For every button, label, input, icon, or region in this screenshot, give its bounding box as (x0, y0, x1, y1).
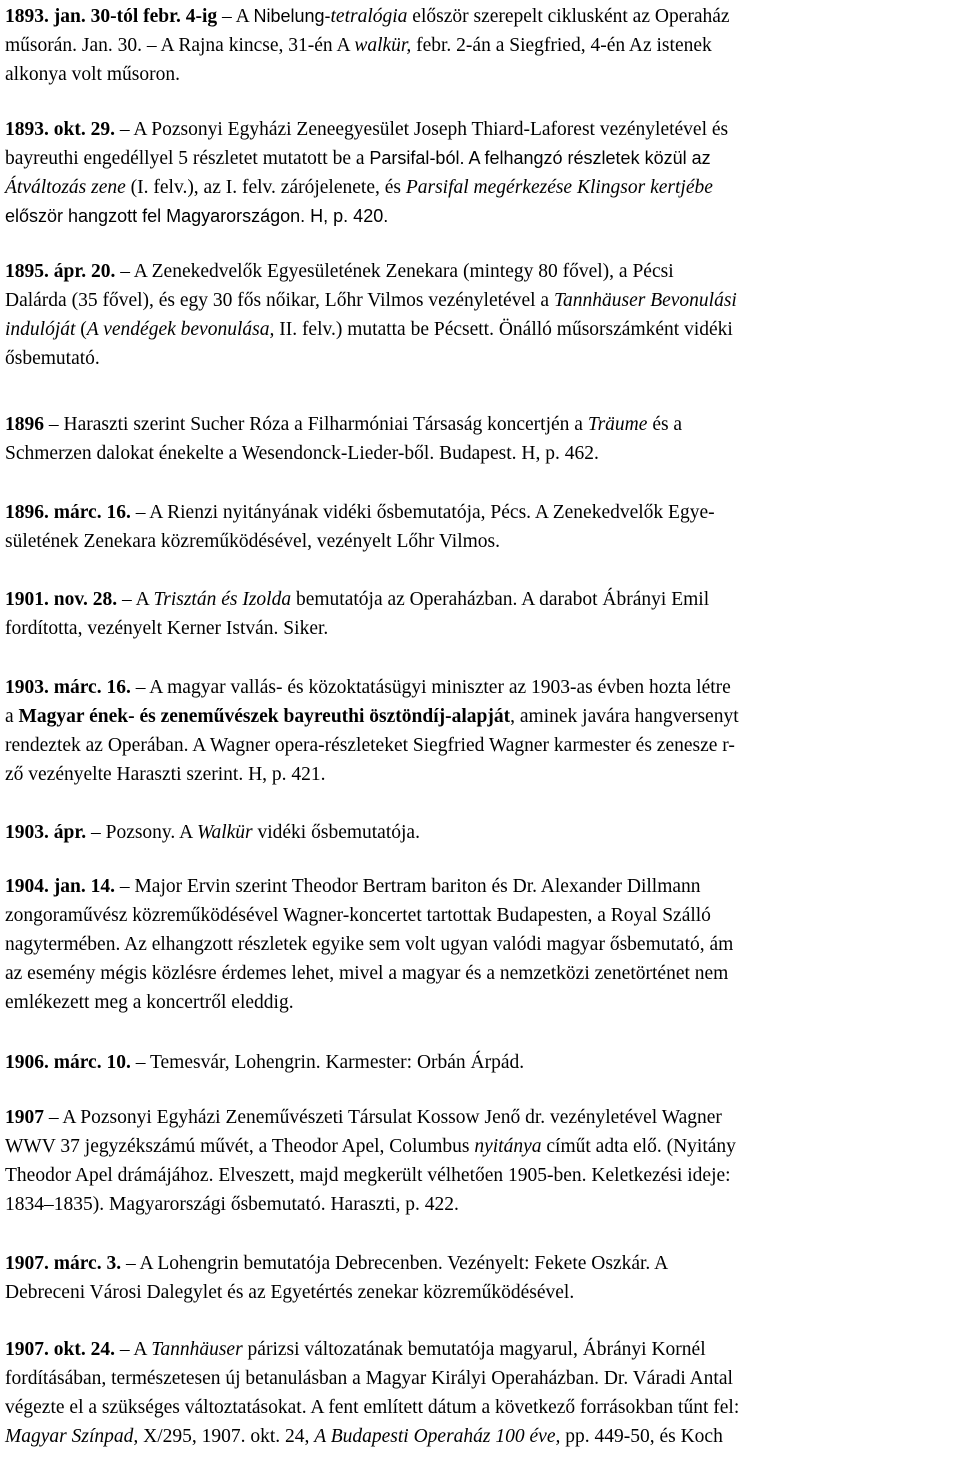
text-run: sületének Zenekara közreműködésével, vezényelt Lőhr Vilmos. (5, 531, 500, 552)
entry-line (5, 988, 953, 1017)
text-run: – A Pozsonyi Egyházi Zeneművészeti Társulat Kossow Jenő dr. vezényletével Wagner (44, 1107, 722, 1128)
text-run: – A Pozsonyi Egyházi Zeneegyesület Joseph Thiard-Laforest vezényletével és (114, 119, 729, 140)
text-run: rendeztek az Operában. A Wagner opera-részleteket Siegfried Wagner karmester és zenesze r- (5, 735, 735, 756)
italic-title: indulóját (5, 319, 76, 340)
entry-date: 1893. okt. 29. (5, 119, 115, 140)
chronology-entry (5, 872, 953, 1017)
text-run: – A Lohengrin bemutatója Debrecenben. Vezényelt: Fekete Oszkár. A (121, 1253, 669, 1274)
italic-title: Walkür (196, 822, 253, 843)
text-run: Parsifal (369, 148, 430, 168)
entry-line (5, 901, 953, 930)
italic-title: A Budapesti Operaház 100 éve, (314, 1426, 561, 1447)
entry-date: 1906. márc. 10. (5, 1052, 131, 1073)
text-run: bemutatója az Operaházban. A darabot Ábrányi Emil (291, 589, 710, 610)
text-run: először szerepelt ciklusként az Operaház (407, 6, 730, 27)
text-run: ző vezényelte Haraszti szerint. H, p. 421. (5, 764, 326, 785)
text-run: pp. 449-50, és Koch (560, 1426, 723, 1447)
entry-date: 1893. jan. 30-tól febr. 4-ig (5, 6, 218, 27)
entry-line (5, 527, 953, 556)
entry-line (5, 1103, 953, 1132)
text-run: – A (117, 589, 154, 610)
chronology-entry (5, 498, 953, 556)
entry-line (5, 760, 953, 789)
entry-line (5, 439, 953, 468)
entry-line (5, 1393, 953, 1422)
text-run: nagytermében. Az elhangzott részletek egyike sem volt ugyan valódi magyar ősbemutató, ám (5, 934, 734, 955)
italic-title: Parsifal megérkezése Klingsor kertjébe (405, 177, 713, 198)
text-run: Dalárda (35 fővel), és egy 30 fős nőikar, Lőhr Vilmos vezényletével a (5, 290, 554, 311)
chronology-entry (5, 257, 953, 373)
entry-line (5, 585, 953, 614)
entry-date: 1903. márc. 16. (5, 677, 131, 698)
text-run: és a (647, 414, 683, 435)
entry-line (5, 202, 953, 231)
text-run: a (5, 706, 19, 727)
chronology-entry (5, 410, 953, 468)
entry-date: 1907. márc. 3. (5, 1253, 122, 1274)
entry-date: 1896 (5, 414, 44, 435)
text-run: X/295, 1907. okt. 24, (138, 1426, 315, 1447)
text-run: – A magyar vallás- és közoktatásügyi miniszter az 1903-as évben hozta létre (130, 677, 731, 698)
entry-line (5, 731, 953, 760)
text-run: – Major Ervin szerint Theodor Bertram bariton és Dr. Alexander Dillmann (114, 876, 701, 897)
entry-line (5, 872, 953, 901)
italic-title: Träume (587, 414, 648, 435)
entry-line (5, 60, 953, 89)
entry-date: 1896. márc. 16. (5, 502, 131, 523)
text-run: vidéki ősbemutatója. (252, 822, 420, 843)
entry-line (5, 257, 953, 286)
text-run: – Pozsony. A (86, 822, 197, 843)
entry-line (5, 1278, 953, 1307)
italic-title: Trisztán és Izolda (153, 589, 292, 610)
italic-title: nyitánya (474, 1136, 542, 1157)
italic-title: walkür, (354, 35, 412, 56)
italic-title: Átváltozás zene (5, 177, 126, 198)
text-run: -ból. A felhangzó részletek közül az (429, 148, 711, 168)
text-run: műsorán. Jan. 30. – A Rajna kincse, 31-én A (5, 35, 355, 56)
text-run: (I. felv.), az I. felv. zárójelenete, és (125, 177, 406, 198)
text-run: , aminek javára hangversenyt (510, 706, 739, 727)
entry-line (5, 818, 953, 847)
text-run: az esemény mégis közlésre érdemes lehet, mivel a magyar és a nemzetközi zenetörténet nem (5, 963, 729, 984)
entry-line (5, 410, 953, 439)
entry-line (5, 144, 953, 173)
italic-title: A vendégek bevonulása, (86, 319, 275, 340)
entry-line (5, 344, 953, 373)
chronology-entry (5, 1249, 953, 1307)
text-run: – Temesvár, Lohengrin. Karmester: Orbán Árpád. (130, 1052, 525, 1073)
text-run: – A Zenekedvelők Egyesületének Zenekara (mintegy 80 fővel), a Pécsi (115, 261, 674, 282)
entry-line (5, 1161, 953, 1190)
entry-line (5, 286, 953, 315)
entry-date: 1904. jan. 14. (5, 876, 115, 897)
entry-date: 1907. okt. 24. (5, 1339, 115, 1360)
chronology-entry (5, 1048, 953, 1077)
text-run: Debreceni Városi Dalegylet és az Egyetértés zenekar közreműködésével. (5, 1282, 575, 1303)
entry-line (5, 702, 953, 731)
text-run: Theodor Apel drámájához. Elveszett, majd megkerült vélhetően 1905-ben. Keletkezési ideje: (5, 1165, 731, 1186)
text-run: ( (75, 319, 87, 340)
text-run: végezte el a szükséges változtatásokat. A fent említett dátum a következő forrásokban tűnt fel: (5, 1397, 740, 1418)
text-run: bayreuthi engedéllyel 5 részletet mutatott be a (5, 148, 370, 169)
chronology-entry (5, 1103, 953, 1219)
entry-line (5, 1422, 953, 1451)
italic-title: Tannhäuser Bevonulási (553, 290, 737, 311)
text-run: párizsi változatának bemutatója magyarul, Ábrányi Kornél (242, 1339, 706, 1360)
entry-line (5, 173, 953, 202)
text-run: Schmerzen dalokat énekelte a Wesendonck-Lieder-ből. Budapest. H, p. 462. (5, 443, 599, 464)
text-run: fordításában, természetesen új betanulásban a Magyar Királyi Operaházban. Dr. Váradi Antal (5, 1368, 733, 1389)
text-run: febr. 2-án a Siegfried, 4-én Az istenek (411, 35, 712, 56)
text-run: WWV 37 jegyzékszámú művét, a Theodor Apel, Columbus (5, 1136, 475, 1157)
entry-line (5, 673, 953, 702)
italic-title: Magyar Színpad, (5, 1426, 139, 1447)
entry-line (5, 930, 953, 959)
text-run: fordította, vezényelt Kerner István. Siker. (5, 618, 329, 639)
text-run: – A Rienzi nyitányának vidéki ősbemutatója, Pécs. A Zenekedvelők Egye- (130, 502, 715, 523)
entry-date: 1903. ápr. (5, 822, 87, 843)
entry-line (5, 1335, 953, 1364)
italic-title: Tannhäuser (151, 1339, 243, 1360)
text-run: Nibelung- (253, 6, 331, 26)
chronology-entry (5, 1335, 953, 1451)
text-run: ősbemutató. (5, 348, 100, 369)
text-run: zongoraművész közreműködésével Wagner-koncertet tartottak Budapesten, a Royal Szálló (5, 905, 711, 926)
chronology-entry (5, 818, 953, 847)
entry-line (5, 315, 953, 344)
text-run: emlékezett meg a koncertről eleddig. (5, 992, 294, 1013)
text-run: címűt adta elő. (Nyitány (541, 1136, 736, 1157)
text-run: II. felv.) mutatta be Pécsett. Önálló műsorszámként vidéki (274, 319, 733, 340)
italic-title: tetralógia (330, 6, 408, 27)
entry-line (5, 498, 953, 527)
chronology-entry (5, 673, 953, 789)
text-run: – A (217, 6, 254, 27)
entry-line (5, 31, 953, 60)
text-run: alkonya volt műsoron. (5, 64, 180, 85)
entry-line (5, 115, 953, 144)
text-run: először hangzott fel Magyarországon. H, p. 420. (5, 206, 389, 226)
chronology-entry (5, 115, 953, 231)
entry-line (5, 1190, 953, 1219)
text-run: – A (114, 1339, 152, 1360)
entry-date: 1895. ápr. 20. (5, 261, 116, 282)
entry-line (5, 1249, 953, 1278)
entry-line (5, 959, 953, 988)
entry-line (5, 2, 953, 31)
chronology-entry (5, 585, 953, 643)
bold-phrase: Magyar ének- és zeneművészek bayreuthi ösztöndíj-alapját (18, 706, 511, 727)
entry-line (5, 1048, 953, 1077)
text-run: – Haraszti szerint Sucher Róza a Filharmóniai Társaság koncertjén a (44, 414, 588, 435)
chronology-entry (5, 2, 953, 89)
entry-line (5, 1364, 953, 1393)
entry-line (5, 1132, 953, 1161)
entry-date: 1901. nov. 28. (5, 589, 118, 610)
text-run: 1834–1835). Magyarországi ősbemutató. Haraszti, p. 422. (5, 1194, 459, 1215)
entry-date: 1907 (5, 1107, 44, 1128)
entry-line (5, 614, 953, 643)
